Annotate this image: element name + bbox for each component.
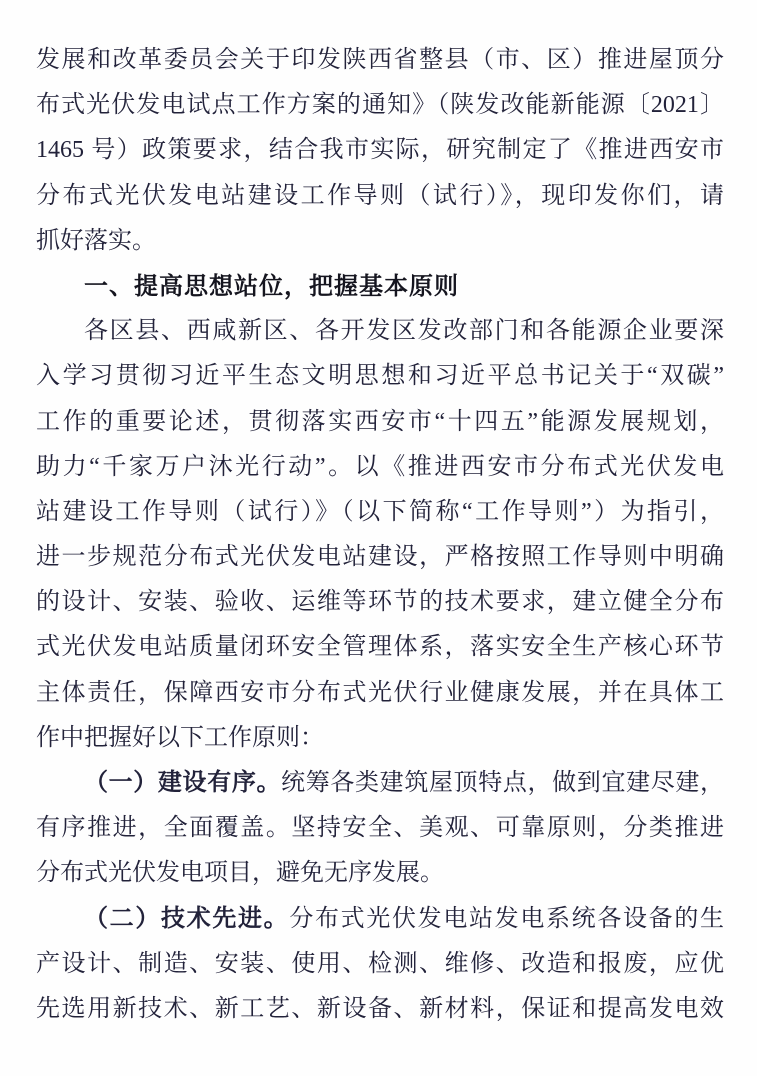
line-text: 的设计、安装、验收、运维等环节的技术要求，建立健全分布 [36, 589, 724, 616]
line-text: 发展和改革委员会关于印发陕西省整县（市、区）推进屋顶分 [36, 47, 724, 73]
line-text: 进一步规范分布式光伏发电站建设，严格按照工作导则中明确 [36, 544, 724, 571]
clause-lead: （一）建设有序。 [84, 770, 282, 796]
document-line [36, 625, 724, 670]
line-text: 作中把握好以下工作原则： [36, 724, 324, 751]
document-line [36, 942, 724, 987]
document-line [36, 716, 724, 761]
line-text: 主体责任，保障西安市分布式光伏行业健康发展，并在具体工 [36, 679, 724, 706]
section-heading [36, 264, 724, 309]
line-text: 布式光伏发电试点工作方案的通知》（陕发改能新能源〔2021〕 [36, 92, 724, 119]
document-line [36, 671, 724, 716]
line-text: 工作的重要论述，贯彻落实西安市“十四五”能源发展规划， [36, 408, 724, 435]
line-text: 有序推进，全面覆盖。坚持安全、美观、可靠原则，分类推进 [36, 815, 724, 842]
document-line [36, 354, 724, 399]
document-line [36, 987, 724, 1032]
document-line [36, 761, 724, 806]
line-text: 先选用新技术、新工艺、新设备、新材料，保证和提高发电效 [36, 995, 724, 1022]
document-line [36, 897, 724, 942]
document-line [36, 128, 724, 173]
line-text: 助力“千家万户沐光行动”。以《推进西安市分布式光伏发电 [36, 453, 724, 480]
line-text: 一、提高思想站位，把握基本原则 [84, 272, 459, 300]
line-text: 各区县、西咸新区、各开发区发改部门和各能源企业要深 [84, 318, 724, 345]
document-line [36, 38, 724, 83]
line-text: 产设计、制造、安装、使用、检测、维修、改造和报废，应优 [36, 950, 724, 977]
line-text: 1465 号）政策要求，结合我市实际，研究制定了《推进西安市 [36, 137, 724, 164]
line-text: 统筹各类建筑屋顶特点，做到宜建尽建， [281, 770, 724, 796]
document-line [36, 174, 724, 219]
clause-lead: （二）技术先进。 [84, 905, 290, 932]
document-line [36, 400, 724, 445]
line-text: 分布式光伏发电站发电系统各设备的生 [289, 905, 724, 932]
line-text: 站建设工作导则（试行）》（以下简称“工作导则”）为指引， [36, 498, 724, 525]
document-line [36, 806, 724, 851]
document-line [36, 445, 724, 490]
document-line [36, 851, 724, 896]
document-line [36, 490, 724, 535]
line-text: 分布式光伏发电项目，避免无序发展。 [36, 860, 444, 887]
line-text: 入学习贯彻习近平生态文明思想和习近平总书记关于“双碳” [36, 363, 724, 390]
line-text: 分布式光伏发电站建设工作导则（试行）》，现印发你们，请 [36, 182, 724, 209]
document-line [36, 83, 724, 128]
document-line [36, 535, 724, 580]
line-text: 式光伏发电站质量闭环安全管理体系，落实安全生产核心环节 [36, 634, 724, 661]
line-text: 抓好落实。 [36, 227, 156, 254]
document-line [36, 219, 724, 264]
document-body [36, 38, 724, 1032]
document-line [36, 309, 724, 354]
document-line [36, 580, 724, 625]
